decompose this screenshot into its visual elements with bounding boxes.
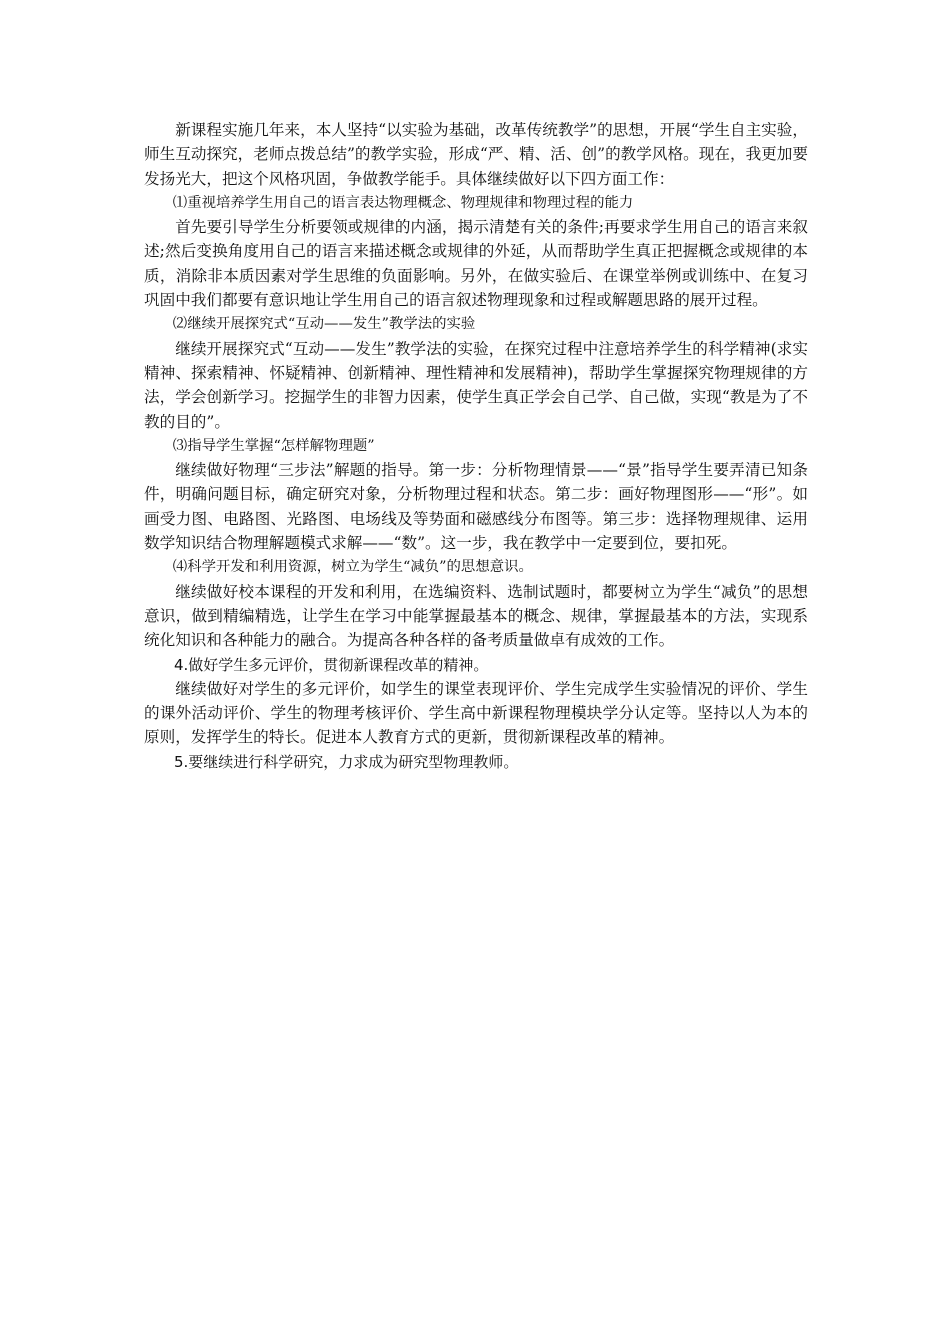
paragraph-3: 继续做好物理“三步法”解题的指导。第一步：分析物理情景——“景”指导学生要弄清已知条件，明确问题目标，确定研究对象，分析物理过程和状态。第二步：画好物理图形——“形”。如画受力图、电路图、光路图、电场线及等势面和磁感线分布图等。第三步：选择物理规律、运用数学知识结合物理解题模式求解——“数”。这一步，我在教学中一定要到位，要扣死。 xyxy=(144,461,808,553)
heading-5: 4.做好学生多元评价，贯彻新课程改革的精神。 xyxy=(174,655,489,674)
heading-1: ⑴重视培养学生用自己的语言表达物理概念、物理规律和物理过程的能力 xyxy=(172,194,634,211)
heading-4: ⑷科学开发和利用资源，树立为学生“减负”的思想意识。 xyxy=(172,559,533,576)
heading-6: 5.要继续进行科学研究，力求成为研究型物理教师。 xyxy=(174,752,519,771)
heading-3: ⑶指导学生掌握“怎样解物理题” xyxy=(172,437,375,454)
paragraph-5: 继续做好对学生的多元评价，如学生的课堂表现评价、学生完成学生实验情况的评价、学生的课外活动评价、学生的物理考核评价、学生高中新课程物理模块学分认定等。坚持以人为本的原则，发挥学生的特长。促进本人教育方式的更新，贯彻新课程改革的精神。 xyxy=(144,679,808,747)
paragraph-intro: 新课程实施几年来，本人坚持“以实验为基础，改革传统教学”的思想，开展“学生自主实验，师生互动探究，老师点拨总结”的教学实验，形成“严、精、活、创”的教学风格。现在，我更加要发扬光大，把这个风格巩固，争做教学能手。具体继续做好以下四方面工作： xyxy=(144,121,808,188)
paragraph-4: 继续做好校本课程的开发和利用，在选编资料、选制试题时，都要树立为学生“减负”的思想意识，做到精编精选，让学生在学习中能掌握最基本的概念、规律，掌握最基本的方法，实现系统化知识和各种能力的融合。为提高各种各样的备考质量做卓有成效的工作。 xyxy=(144,582,808,650)
document-body xyxy=(144,118,808,774)
heading-2: ⑵继续开展探究式“互动——发生”教学法的实验 xyxy=(172,316,476,333)
paragraph-1: 首先要引导学生分析要领或规律的内涵，揭示清楚有关的条件;再要求学生用自己的语言来叙述;然后变换角度用自己的语言来描述概念或规律的外延，从而帮助学生真正把握概念或规律的本质，消除非本质因素对学生思维的负面影响。另外，在做实验后、在课堂举例或训练中、在复习巩固中我们都要有意识地让学生用自己的语言叙述物理现象和过程或解题思路的展开过程。 xyxy=(144,218,808,310)
paragraph-2: 继续开展探究式“互动——发生”教学法的实验，在探究过程中注意培养学生的科学精神(求实精神、探索精神、怀疑精神、创新精神、理性精神和发展精神)，帮助学生掌握探究物理规律的方法，学会创新学习。挖掘学生的非智力因素，使学生真正学会自己学、自己做，实现“教是为了不教的目的”。 xyxy=(144,339,808,431)
